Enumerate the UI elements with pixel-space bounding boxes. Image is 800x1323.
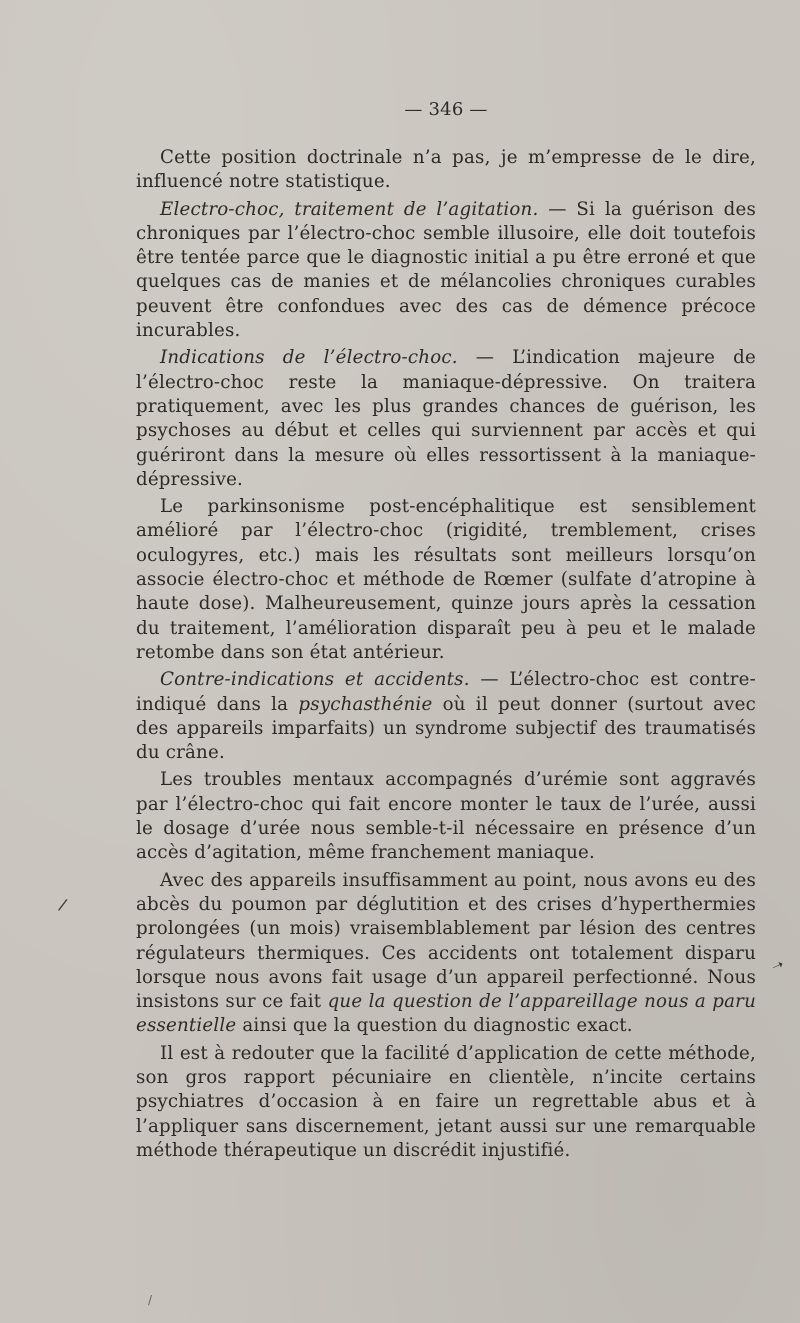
paragraph-indications (136, 346, 756, 492)
paragraph-contre-indications (136, 668, 756, 765)
section-heading-indications: Indications de l’électro-choc. (160, 347, 458, 369)
paragraph-5-text-after: où il peut donner (surtout avec des appareils imparfaits) un syndrome subjectif des traumatisés du crâne. (136, 693, 756, 764)
paragraph-7-text-before: Avec des appareils insuffisamment au point, nous avons eu des abcès du poumon par déglutition et des crises d’hyperthermies prolongées (un mois) vraisemblablement par lésion des centres régulateurs thermiques. Ces accidents ont totalement disparu lorsque nous avons fait usage d’un appareil perfectionné. Nous insistons sur ce fait (136, 869, 756, 1013)
paragraph-2-text: — Si la guérison des chroniques par l’électro-choc semble illusoire, elle doit toutefois être tentée parce que le diagnostic initial a pu être erroné et que quelques cas de manies et de mélancolies chroniques curables peuvent être confondues avec des cas de démence précoce incurables. (136, 198, 756, 342)
section-heading-contre-indications: Contre-indications et accidents. (160, 669, 470, 691)
paragraph-3-text: — L’indication majeure de l’électro-choc reste la maniaque-dépressive. On traitera pratiquement, avec les plus grandes chances de guérison, les psychoses au début et celles qui surviennent par accès et qui guériront dans la mesure où elles ressortissent à la maniaque-dépressive. (136, 347, 756, 490)
emphasis-appareillage: que la question de l’appareillage nous a paru essentielle (136, 991, 756, 1037)
paragraph-electro-choc-agitation (136, 198, 756, 344)
margin-pencil-mark-icon: / (57, 894, 69, 915)
paragraph-4-text: Le parkinsonisme post-encéphalitique est sensiblement amélioré par l’électro-choc (rigidité, tremblement, crises oculogyres, etc.) mais les résultats sont meilleurs lorsqu’on associe électro-choc et méthode de Rœmer (sulfate d’atropine à haute dose). Malheureusement, quinze jours après la cessation du traitement, l’amélioration disparaît peu à peu et le malade retombe dans son état antérieur. (136, 496, 756, 663)
section-heading-agitation: Electro-choc, traitement de l’agitation. (160, 198, 539, 220)
paragraph-1-text: Cette position doctrinale n’a pas, je m’empresse de le dire, influencé notre statistique. (136, 147, 756, 193)
margin-stray-mark-icon: / (148, 1293, 153, 1307)
margin-arrow-mark-icon: ➝ (769, 956, 787, 976)
page-number: — 346 — (404, 99, 488, 120)
emphasis-psychasthenie: psychasthénie (298, 693, 433, 715)
paragraph-parkinsonisme (136, 495, 756, 665)
page-text (136, 98, 756, 1163)
paragraph-appareils (136, 869, 756, 1039)
paragraph-5-text-before: — L’électro-choc est contre-indiqué dans la (136, 669, 756, 715)
paragraph-6-text: Les troubles mentaux accompagnés d’urémie sont aggravés par l’électro-choc qui fait encore monter le taux de l’urée, aussi le dosage d’urée nous semble-t-il nécessaire en présence d’un accès d’agitation, même franchement maniaque. (136, 769, 756, 864)
paragraph-uremie (136, 768, 756, 865)
paragraph-8-text: Il est à redouter que la facilité d’application de cette méthode, son gros rapport pécuniaire en clientèle, n’incite certains psychiatres d’occasion à en faire un regrettable abus et à l’appliquer sans discernement, jetant aussi sur une remarquable méthode thérapeutique un discrédit injustifié. (136, 1042, 756, 1161)
paragraph-redouter (136, 1042, 756, 1163)
paragraph-7-text-after: ainsi que la question du diagnostic exact. (236, 1015, 633, 1037)
paragraph-1 (136, 146, 756, 195)
